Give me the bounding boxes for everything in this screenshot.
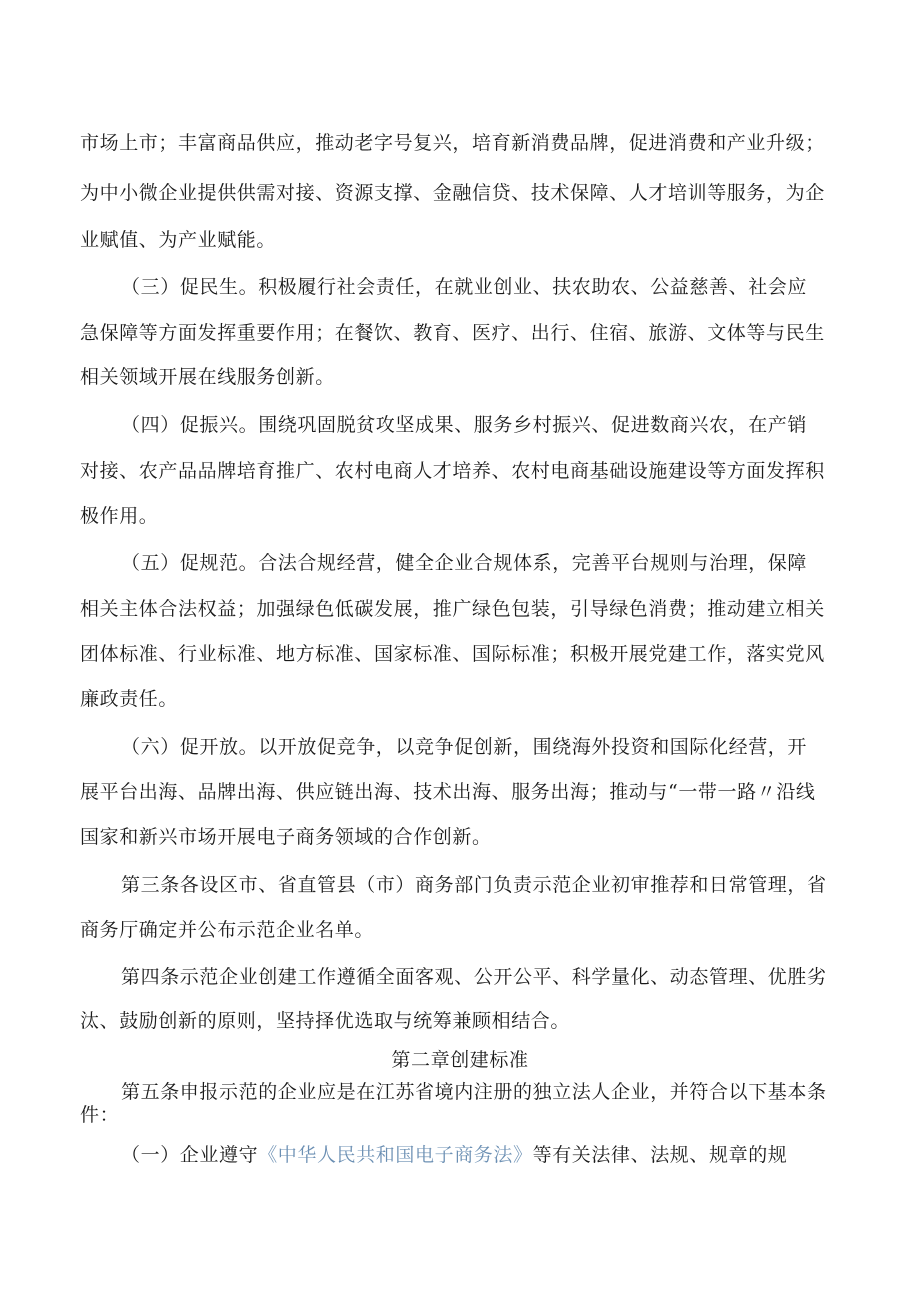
item-suffix: 等有关法律、法规、规章的规 (532, 1144, 788, 1166)
text-line: （三）促民生。积极履行社会责任，在就业创业、扶农助农、公益慈善、社会应 (121, 276, 808, 298)
text-line: 为中小微企业提供供需对接、资源支撑、金融信贷、技术保障、人才培训等服务，为企 (80, 182, 825, 204)
text-line: 极作用。 (80, 505, 159, 527)
text-line: 商务厅确定并公布示范企业名单。 (80, 919, 375, 941)
text-line: （四）促振兴。围绕巩固脱贫攻坚成果、服务乡村振兴、促进数商兴农，在产销 (121, 414, 808, 436)
item-prefix: （一）企业遵守 (121, 1144, 259, 1166)
text-line: 廉政责任。 (80, 688, 179, 710)
text-line: 第四条示范企业创建工作遵循全面客观、公开公平、科学量化、动态管理、优胜劣 (121, 966, 827, 988)
text-line: （六）促开放。以开放促竞争，以竞争促创新，围绕海外投资和国际化经营，开 (121, 736, 808, 758)
text-line: 急保障等方面发挥重要作用；在餐饮、教育、医疗、出行、住宿、旅游、文体等与民生 (80, 322, 825, 344)
text-line: 展平台出海、品牌出海、供应链出海、技术出海、服务出海；推动与“一带一路〃沿线 (80, 781, 816, 803)
text-line: 团体标准、行业标准、地方标准、国家标准、国际标准；积极开展党建工作，落实党风 (80, 643, 825, 665)
text-line: 市场上市；丰富商品供应，推动老字号复兴，培育新消费品牌，促进消费和产业升级； (80, 132, 825, 154)
text-line: 相关主体合法权益；加强绿色低碳发展，推广绿色包装，引导绿色消费；推动建立相关 (80, 598, 825, 620)
text-line: 第三条各设区市、省直管县（市）商务部门负责示范企业初审推荐和日常管理，省 (121, 874, 827, 896)
text-line: （五）促规范。合法合规经营，健全企业合规体系，完善平台规则与治理，保障 (121, 552, 808, 574)
text-line: 对接、农产品品牌培育推广、农村电商人才培养、农村电商基础设施建设等方面发挥积 (80, 460, 825, 482)
text-line (121, 1140, 881, 1167)
text-line: 汰、鼓励创新的原则，坚持择优选取与统筹兼顾相结合。 (80, 1010, 571, 1032)
text-line: 相关领域开展在线服务创新。 (80, 366, 335, 388)
text-line: 业赋值、为产业赋能。 (80, 229, 277, 251)
text-line: 第五条申报示范的企业应是在江苏省境内注册的独立法人企业，并符合以下基本条 (121, 1081, 827, 1103)
text-line: 国家和新兴市场开展电子商务领域的合作创新。 (80, 826, 492, 848)
law-link[interactable]: 《中华人民共和国电子商务法》 (258, 1144, 533, 1166)
chapter-heading: 第二章创建标准 (391, 1049, 529, 1071)
text-line: 件： (80, 1104, 120, 1126)
